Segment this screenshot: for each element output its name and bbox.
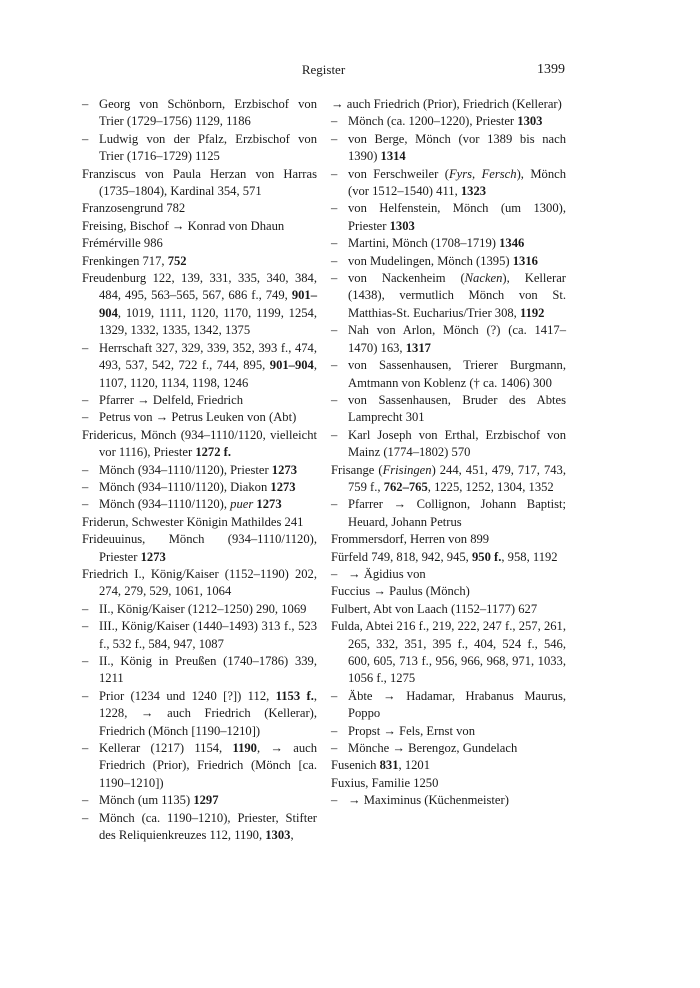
page-reference-main: 1323 — [460, 184, 487, 199]
entry-text: Mönch (ca. 1190–1210), Priester, Stifter des Reliquienkreuzes 112, 1190, — [99, 810, 317, 843]
entry-text: Freudenburg 122, 139, 331, 335, 340, 384, 484, 495, 563–565, 567, 686 f., 749, — [82, 271, 317, 303]
subentry-dash: – — [331, 723, 338, 738]
page-reference-main: 901–904 — [99, 288, 317, 320]
page-reference-main: 752 — [167, 253, 187, 268]
index-entry — [331, 792, 566, 809]
page-reference-main: 1314 — [380, 149, 406, 164]
index-entry — [82, 792, 317, 809]
index-entry — [331, 601, 566, 618]
index-entry — [82, 270, 317, 340]
entry-text: Mönch (934–1110/1120), Diakon — [99, 479, 271, 494]
entry-text: , 1228, → auch Friedrich (Kellerar), Friedrich (Mönch [1190–1210]) — [99, 688, 318, 738]
subentry-dash: – — [82, 810, 89, 825]
index-entry — [82, 427, 317, 462]
subentry-dash: – — [331, 741, 338, 756]
index-column-right — [331, 96, 566, 810]
page-reference-main: 1316 — [512, 253, 538, 268]
index-entry — [331, 270, 566, 322]
index-entry — [82, 235, 317, 252]
subentry-dash: – — [331, 427, 338, 442]
subentry-dash: – — [82, 497, 89, 512]
subentry-dash: – — [331, 236, 338, 251]
subentry-dash: – — [82, 392, 89, 407]
page-reference-main: 1273 — [271, 462, 297, 477]
entry-text: Franziscus von Paula Herzan von Harras (1735–1804), Kardinal 354, 571 — [82, 166, 317, 199]
entry-text: Georg von Schönborn, Erzbischof von Trier (1729–1756) 1129, 1186 — [99, 97, 317, 129]
entry-text: Frideuuinus, Mönch (934–1110/1120), Priester — [82, 532, 317, 564]
index-entry — [82, 566, 317, 601]
entry-text: Prior (1234 und 1240 [?]) 112, — [99, 688, 276, 703]
entry-text: → auch Friedrich (Prior), Friedrich (Kellerar) — [331, 97, 562, 111]
entry-text: → Maximinus (Küchenmeister) — [348, 793, 509, 808]
entry-text: von Helfenstein, Mönch (um 1300), Priester — [348, 201, 566, 233]
page-reference-main: 1303 — [517, 114, 543, 129]
subentry-dash: – — [331, 392, 338, 407]
running-title: Register — [301, 62, 346, 77]
subentry-dash: – — [82, 131, 89, 146]
entry-text: , 1107, 1120, 1134, 1198, 1246 — [99, 358, 317, 390]
entry-text: Petrus von → Petrus Leuken von (Abt) — [99, 410, 297, 425]
subentry-dash: – — [82, 601, 89, 616]
page-reference-main: 1303 — [265, 828, 291, 843]
index-entry — [82, 810, 317, 845]
page-reference-main: 901–904 — [269, 358, 314, 373]
index-entry — [82, 166, 317, 201]
index-entry — [82, 740, 317, 792]
index-entry — [331, 322, 566, 357]
page-reference-main: 1317 — [405, 340, 431, 355]
subentry-dash: – — [82, 479, 89, 494]
page-reference-main: 1346 — [499, 236, 525, 251]
subentry-dash: – — [331, 201, 338, 216]
page-reference-main: 1273 — [256, 497, 282, 512]
index-entry — [82, 200, 317, 217]
index-entry — [82, 392, 317, 409]
index-entry — [331, 131, 566, 166]
entry-text: von Ferschweiler ( — [348, 166, 449, 181]
entry-text: Fürfeld 749, 818, 942, 945, — [331, 549, 472, 564]
entry-text: Ludwig von der Pfalz, Erzbischof von Trier (1716–1729) 1125 — [99, 131, 317, 164]
subentry-dash: – — [331, 166, 338, 181]
index-column-left — [82, 96, 317, 844]
index-entry — [331, 166, 566, 201]
index-entry — [82, 479, 317, 496]
index-entry — [331, 723, 566, 740]
entry-text: Kellerar (1217) 1154, — [99, 741, 233, 756]
running-header — [82, 62, 565, 82]
entry-text: Mönche → Berengoz, Gundelach — [348, 741, 518, 756]
entry-text: Fulda, Abtei 216 f., 219, 222, 247 f., 257, 261, 265, 332, 351, 395 f., 404, 524 f., 546, 600, 605, 713 f., 956, 966, 968, 971, 1033, 1056 f., 1275 — [331, 619, 566, 686]
subentry-dash: – — [331, 358, 338, 373]
page-reference-main: 1297 — [193, 793, 219, 808]
entry-text: Herrschaft 327, 329, 339, 352, 393 f., 474, 493, 537, 542, 722 f., 744, 895, — [99, 340, 317, 373]
entry-text: Franzosengrund 782 — [82, 201, 186, 216]
entry-text: Frémérville 986 — [82, 236, 163, 251]
variant-name: puer — [230, 497, 254, 512]
entry-text: von Sassenhausen, Bruder des Abtes Lamprecht 301 — [348, 392, 566, 425]
index-entry — [331, 618, 566, 688]
entry-text: II., König in Preußen (1740–1786) 339, 1211 — [99, 654, 317, 686]
entry-text: , → auch Friedrich (Prior), Friedrich (Mönch [ca. 1190–1210]) — [99, 741, 317, 790]
subentry-dash: – — [82, 688, 89, 703]
entry-text: ), Mönch (vor 1512–1540) 411, — [348, 166, 567, 199]
index-entry — [82, 409, 317, 426]
index-entry — [331, 200, 566, 235]
entry-text: Frenkingen 717, — [82, 253, 168, 268]
entry-text: Mönch (um 1135) — [99, 793, 194, 808]
subentry-dash: – — [331, 114, 338, 129]
entry-text: Frisange ( — [331, 462, 383, 477]
index-entry — [82, 531, 317, 566]
entry-text: Propst → Fels, Ernst von — [348, 723, 475, 738]
entry-text: Mönch (934–1110/1120), Priester — [99, 462, 272, 477]
index-entry — [331, 775, 566, 792]
index-entry — [331, 427, 566, 462]
index-entry — [82, 618, 317, 653]
entry-text: von Nackenheim ( — [348, 271, 465, 286]
entry-text: Mönch (ca. 1200–1220), Priester — [348, 114, 518, 129]
index-entry — [82, 462, 317, 479]
page-reference-main: 1153 f. — [275, 688, 314, 703]
entry-text: , 1201 — [398, 758, 430, 773]
entry-text: II., König/Kaiser (1212–1250) 290, 1069 — [99, 601, 307, 616]
index-entry — [331, 253, 566, 270]
index-entry — [82, 653, 317, 688]
index-entry — [82, 96, 317, 131]
entry-text: III., König/Kaiser (1440–1493) 313 f., 523 f., 532 f., 584, 947, 1087 — [99, 619, 317, 651]
entry-text: → Ägidius von — [348, 566, 426, 581]
index-entry — [82, 688, 317, 740]
index-entry — [331, 566, 566, 583]
entry-text: , 1019, 1111, 1120, 1170, 1199, 1254, 1329, 1332, 1335, 1342, 1375 — [99, 305, 317, 338]
index-entry — [82, 340, 317, 392]
subentry-dash: – — [331, 566, 338, 581]
entry-text: Frommersdorf, Herren von 899 — [331, 532, 490, 547]
subentry-dash: – — [331, 271, 338, 286]
index-entry — [82, 514, 317, 531]
subentry-dash: – — [331, 497, 338, 512]
page-reference-main: 831 — [379, 758, 399, 773]
index-entry — [82, 218, 317, 235]
subentry-dash: – — [82, 410, 89, 425]
page-reference-main: 1272 f. — [195, 445, 231, 460]
variant-name: Fyrs, Fersch — [448, 166, 517, 181]
index-entry — [82, 601, 317, 618]
entry-text: Friedrich I., König/Kaiser (1152–1190) 202, 274, 279, 529, 1061, 1064 — [82, 566, 317, 599]
entry-text: Mönch (934–1110/1120), — [99, 497, 231, 512]
page-reference-main: 1192 — [519, 305, 545, 320]
page-reference-main: 1190 — [232, 741, 257, 756]
entry-text: Pfarrer → Collignon, Johann Baptist; Heuard, Johann Petrus — [348, 497, 566, 529]
subentry-dash: – — [82, 619, 89, 634]
subentry-dash: – — [331, 253, 338, 268]
entry-text: Fuccius → Paulus (Mönch) — [331, 584, 470, 599]
entry-text: ) 244, 451, 479, 717, 743, 759 f., — [348, 462, 566, 494]
index-entry — [331, 531, 566, 548]
page-reference-main: 1303 — [389, 218, 415, 233]
index-entry — [82, 253, 317, 270]
entry-text: von Sassenhausen, Trierer Burgmann, Amtmann von Koblenz († ca. 1406) 300 — [348, 358, 566, 390]
variant-name: Nacken — [464, 271, 503, 286]
variant-name: Frisingen — [382, 462, 432, 477]
subentry-dash: – — [82, 793, 89, 808]
index-entry — [331, 583, 566, 600]
entry-text: ), Kellerar (1438), vermutlich Mönch von St. Matthias-St. Eucharius/Trier 308, — [348, 271, 566, 320]
subentry-dash: – — [331, 131, 338, 146]
entry-text: Äbte → Hadamar, Hrabanus Maurus, Poppo — [348, 688, 566, 721]
entry-text: von Mudelingen, Mönch (1395) — [348, 253, 513, 268]
page-number: 1399 — [537, 62, 565, 77]
entry-text: Fuxius, Familie 1250 — [331, 775, 439, 790]
entry-text: Martini, Mönch (1708–1719) — [348, 236, 500, 251]
index-entry — [331, 757, 566, 774]
entry-text: Pfarrer → Delfeld, Friedrich — [99, 392, 244, 407]
index-entry — [331, 462, 566, 497]
entry-text: Fusenich — [331, 758, 380, 773]
entry-text: , 958, 1192 — [501, 549, 558, 564]
subentry-dash: – — [82, 741, 89, 756]
index-entry — [331, 496, 566, 531]
page-reference-main: 1273 — [270, 479, 296, 494]
entry-text: Nah von Arlon, Mönch (?) (ca. 1417–1470) 163, — [348, 323, 566, 355]
subentry-dash: – — [331, 688, 338, 703]
index-entry — [82, 131, 317, 166]
subentry-dash: – — [82, 340, 89, 355]
entry-text: , 1225, 1252, 1304, 1352 — [427, 479, 554, 494]
subentry-dash: – — [82, 654, 89, 668]
index-entry — [331, 113, 566, 130]
page-reference-main: 762–765 — [383, 479, 428, 494]
entry-text: von Berge, Mönch (vor 1389 bis nach 1390) — [348, 131, 566, 164]
page-reference-main: 950 f. — [471, 549, 502, 564]
index-entry — [331, 96, 566, 113]
entry-text: Karl Joseph von Erthal, Erzbischof von Mainz (1774–1802) 570 — [348, 427, 566, 460]
index-entry — [82, 496, 317, 513]
index-entry — [331, 357, 566, 392]
index-entry — [331, 688, 566, 723]
entry-text: Freising, Bischof → Konrad von Dhaun — [82, 218, 285, 233]
index-entry — [331, 549, 566, 566]
page-reference-main: 1273 — [140, 549, 166, 564]
entry-text: , — [290, 828, 294, 843]
subentry-dash: – — [331, 793, 338, 808]
entry-text: Fulbert, Abt von Laach (1152–1177) 627 — [331, 601, 538, 616]
subentry-dash: – — [331, 323, 338, 338]
subentry-dash: – — [82, 97, 89, 111]
entry-text: Friderun, Schwester Königin Mathildes 241 — [82, 514, 304, 529]
subentry-dash: – — [82, 462, 89, 477]
index-entry — [331, 740, 566, 757]
index-entry — [331, 235, 566, 252]
index-entry — [331, 392, 566, 427]
entry-text: Fridericus, Mönch (934–1110/1120, vielleicht vor 1116), Priester — [82, 427, 317, 460]
